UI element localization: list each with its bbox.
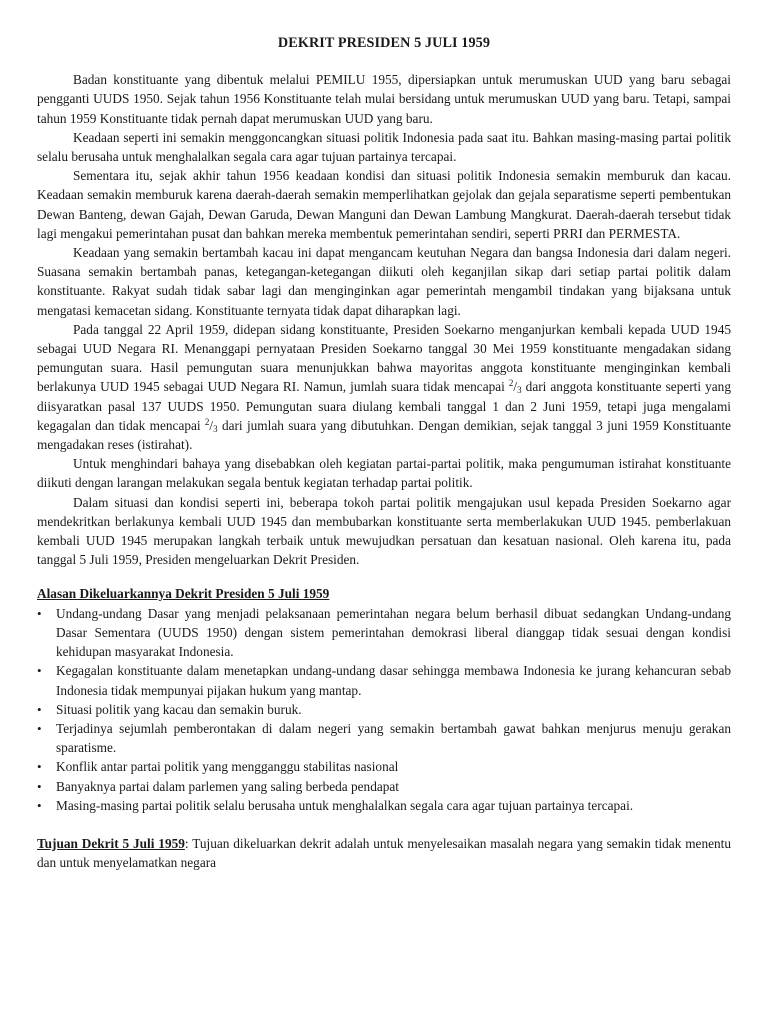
bullet-icon: • [37,797,42,813]
list-item [37,700,731,719]
fraction-denominator: 3 [213,423,218,434]
purpose-lead: Tujuan Dekrit 5 Juli 1959 [37,835,185,851]
list-item [37,661,731,699]
paragraph: Sementara itu, sejak akhir tahun 1956 keadaan kondisi dan situasi politik Indonesia semakin memburuk dan kacau. Keadaan semakin memburuk karena daerah-daerah semakin memperlihatkan gejolak dan gejala separatisme seperti pembentukan Dewan Banteng, dewan Gajah, Dewan Garuda, Dewan Manguni dan Dewan Lambung Mangkurat. Daerah-daerah tersebut tidak lagi mengakui pemerintahan pusat dan bahkan mereka membentuk pemerintahan sendiri, seperti PRRI dan PERMESTA. [37,168,731,241]
fraction-denominator: 3 [517,385,522,396]
bullet-icon: • [37,778,42,794]
purpose-paragraph [37,834,731,872]
paragraph: Untuk menghindari bahaya yang disebabkan oleh kegiatan partai-partai politik, maka pengumuman istirahat konstituante diikuti dengan larangan melakukan segala bentuk kegiatan terhadap partai politik. [37,456,731,491]
list-item-text: Terjadinya sejumlah pemberontakan di dalam negeri yang semakin bertambah gawat bahkan menjurus menuju gerakan sparatisme. [56,720,731,756]
list-item-text: Banyaknya partai dalam parlemen yang saling berbeda pendapat [56,778,399,794]
paragraph-vote: Pada tanggal 22 April 1959, didepan sidang konstituante, Presiden Soekarno menganjurkan kembali kepada UUD 1945 sebagai UUD Negara RI. Menanggapi pernyataan Presiden Soekarno tanggal 30 Mei 1959 konstituante mengadakan sidang pemungutan suara. Hasil pemungutan suara menunjukkan bahwa mayoritas anggota konstituante menginginkan kembali berlakunya UUD 1945 sebagai UUD Negara RI. Namun, jumlah suara tidak mencapai $^2/_3$ dari anggota konstituante seperti yang diisyaratkan pasal 137 UUDS 1950. Pemungutan suara diulang kembali tanggal 1 dan 2 Juni 1959, tetapi juga mengalami kegagalan dan tidak mencapai $^2/_3$ dari jumlah suara yang dibutuhkan. Dengan demikian, sejak tanggal 3 juni 1959 Konstituante mengadakan reses (istirahat). [37,321,731,453]
fraction-numerator: 2 [508,378,514,389]
paragraph: Badan konstituante yang dibentuk melalui PEMILU 1955, dipersiapkan untuk merumuskan UUD yang baru sebagai pengganti UUDS 1950. Sejak tahun 1956 Konstituante telah mulai bersidang untuk merumuskan UUD yang baru. Tetapi, sampai tahun 1959 Konstituante tidak pernah dapat merumuskan UUD yang baru. [37,72,731,126]
document-title: DEKRIT PRESIDEN 5 JULI 1959 [277,35,491,51]
bullet-icon: • [37,720,42,736]
reasons-heading: Alasan Dikeluarkannya Dekrit Presiden 5 Juli 1959 [37,586,330,602]
fraction-numerator: 2 [204,416,210,427]
list-item-text: Konflik antar partai politik yang mengganggu stabilitas nasional [56,759,399,775]
paragraph-vote-part1: Pada tanggal 22 April 1959, didepan sidang konstituante, Presiden Soekarno menganjurkan kembali kepada UUD 1945 sebagai UUD Negara RI. Menanggapi pernyataan Presiden Soekarno tanggal 30 Mei 1959 konstituante mengadakan sidang pemungutan suara. Hasil pemungutan suara menunjukkan bahwa mayoritas anggota konstituante menginginkan kembali berlakunya UUD 1945 sebagai UUD Negara RI. Namun, jumlah suara tidak mencapai [37,321,731,395]
paragraph-vote-part2: dari anggota konstituante seperti yang diisyaratkan pasal 137 UUDS 1950. Pemungutan suara diulang kembali tanggal 1 dan 2 Juni 1959, tetapi juga mengalami kegagalan dan tidak mencapai [37,379,731,433]
bullet-icon: • [37,605,42,621]
list-item-text: Masing-masing partai politik selalu berusaha untuk menghalalkan segala cara agar tujuan partainya tercapai. [56,797,634,813]
paragraph-vote-part3: dari jumlah suara yang dibutuhkan. Dengan demikian, sejak tanggal 3 juni 1959 Konstituante mengadakan reses (istirahat). [37,417,731,453]
paragraph: Dalam situasi dan kondisi seperti ini, beberapa tokoh partai politik mengajukan usul kepada Presiden Soekarno agar mendekritkan berlakunya kembali UUD 1945 dan membubarkan konstituante serta memberlakukan UUD 1945. pemberlakuan kembali UUD 1945 merupakan langkah terbaik untuk mewujudkan persatuan dan kesatuan nasional. Oleh karena itu, pada tanggal 5 Juli 1959, Presiden mengeluarkan Dekrit Presiden. [37,494,731,568]
list-item-text: Undang-undang Dasar yang menjadi pelaksanaan pemerintahan negara belum berhasil dibuat sedangkan Undang-undang Dasar Sementara (UUDS 1950) dengan sistem pemerintahan demokrasi liberal dianggap tidak sesuai dengan kondisi kehidupan masyarakat Indonesia. [56,605,731,660]
bullet-icon: • [37,701,42,717]
bullet-icon: • [37,663,42,679]
list-item [37,777,731,796]
list-item [37,757,731,776]
list-item-text: Situasi politik yang kacau dan semakin buruk. [56,701,302,717]
paragraph: Keadaan seperti ini semakin menggoncangkan situasi politik Indonesia pada saat itu. Bahkan masing-masing partai politik selalu berusaha untuk menghalalkan segala cara agar tujuan partainya tercapai. [37,129,731,165]
list-item-text: Kegagalan konstituante dalam menetapkan undang-undang dasar sehingga membawa Indonesia ke jurang kehancuran sebab Indonesia tidak mempunyai pijakan hukum yang mantap. [56,663,731,698]
list-item [37,719,731,757]
reasons-list [37,604,731,815]
document-page [37,34,731,872]
bullet-icon: • [37,759,42,775]
list-item [37,604,731,662]
purpose-text: : Tujuan dikeluarkan dekrit adalah untuk menyelesaikan masalah negara yang semakin tidak menentu dan untuk menyelamatkan negara [37,835,731,871]
paragraph: Keadaan yang semakin bertambah kacau ini dapat mengancam keutuhan Negara dan bangsa Indonesia dari dalam negeri. Suasana semakin bertambah panas, ketegangan-ketegangan diikuti oleh keganjilan sikap dari setiap partai politik dalam konstituante. Rakyat sudah tidak sabar lagi dan menginginkan agar pemerintah mengambil tindakan yang bijaksana untuk mengatasi kemacetan sidang. Konstituante ternyata tidak dapat diharapkan lagi. [37,245,731,318]
list-item [37,796,731,815]
